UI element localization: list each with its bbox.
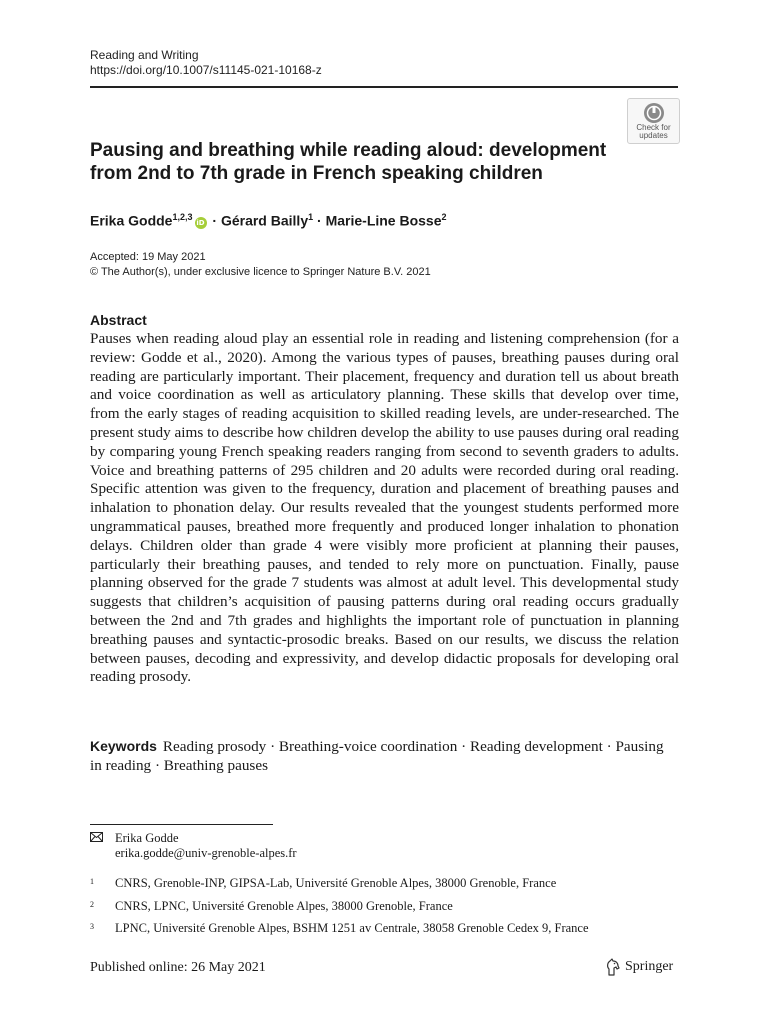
keywords-heading: Keywords xyxy=(90,738,157,754)
author-affiliation-ref: 1 xyxy=(308,212,314,222)
author-name[interactable]: Erika Godde xyxy=(90,212,173,229)
journal-header xyxy=(90,48,322,78)
badge-line2: updates xyxy=(639,131,668,140)
article-title: Pausing and breathing while reading aloud: development from 2nd to 7th grade in French speaking children xyxy=(90,140,607,184)
correspondence-email[interactable]: erika.godde@univ-grenoble-alpes.fr xyxy=(115,846,297,860)
keywords-text: Reading prosody · Breathing-voice coordination · Reading development · Pausing in reading · Breathing pauses xyxy=(90,738,664,774)
author-name[interactable]: Gérard Bailly xyxy=(220,212,309,229)
check-for-updates-icon xyxy=(643,102,665,124)
affiliation-number: 2 xyxy=(90,900,94,909)
keywords-section xyxy=(90,737,679,775)
affiliation-text: LPNC, Université Grenoble Alpes, BSHM 1251 av Centrale, 38058 Grenoble Cedex 9, France xyxy=(115,921,589,935)
abstract-text: Pauses when reading aloud play an essential role in reading and listening comprehension (for a review: Godde et al., 2020). Among the various types of pauses, breathing pauses during oral reading are particularly important. Their placement, frequency and duration tell us about breath and voice coordination as well as articulatory planning. These skills that develop over time, from the early stages of reading acquisition to skilled reading levels, are under-researched. The present study aims to describe how children develop the ability to use pauses during oral reading by comparing young French speaking readers ranging from second to seventh graders to adults. Voice and breathing patterns of 295 children and 20 adults were recorded during oral reading. Specific attention was given to the frequency, duration and placement of breathing pauses and inhalation to phonation delay. Our results revealed that the youngest students performed more ungrammatical pauses, breathed more frequently and produced longer inhalation to phonation delays. Children older than grade 4 were visibly more proficient at planning their pauses, particularly their breathing pauses, and tended to rely more on punctuation. Finally, pause planning observed for the grade 7 students was almost at adult level. This developmental study suggests that children’s acquisition of pausing patterns during oral reading occurs gradually between the 2nd and 7th grades and highlights the important role of punctuation in planning breathing pauses and syntactic-prosodic breaks. Based on our results, we discuss the relation between pauses, decoding and expressivity, and develop didactic proposals for developing oral reading prosody. xyxy=(90,330,679,686)
doi-link[interactable]: https://doi.org/10.1007/s11145-021-10168-z xyxy=(90,63,322,77)
author-list xyxy=(90,208,447,230)
affiliation-number: 3 xyxy=(90,922,94,931)
abstract-heading: Abstract xyxy=(90,312,147,328)
author-separator: · xyxy=(313,212,326,229)
published-date: Published online: 26 May 2021 xyxy=(90,960,266,975)
author-name[interactable]: Marie-Line Bosse xyxy=(325,212,442,229)
article-dates xyxy=(90,250,431,280)
check-for-updates-badge[interactable] xyxy=(627,98,680,144)
author-affiliation-ref: 1,2,3 xyxy=(172,212,193,222)
accepted-date: Accepted: 19 May 2021 xyxy=(90,251,206,263)
author-affiliation-ref: 2 xyxy=(441,212,447,222)
copyright-line: © The Author(s), under exclusive licence to Springer Nature B.V. 2021 xyxy=(90,266,431,278)
publisher-logo[interactable] xyxy=(605,958,673,976)
correspondence-name: Erika Godde xyxy=(115,831,179,845)
affiliation-text: CNRS, LPNC, Université Grenoble Alpes, 38000 Grenoble, France xyxy=(115,899,453,913)
footnote-rule xyxy=(90,824,273,825)
header-rule xyxy=(90,86,678,88)
springer-horse-icon xyxy=(605,958,621,976)
badge-line1: Check for xyxy=(636,123,671,132)
envelope-icon xyxy=(90,832,103,842)
publisher-name: Springer xyxy=(625,959,674,974)
affiliation-number: 1 xyxy=(90,877,94,886)
affiliation-text: CNRS, Grenoble-INP, GIPSA-Lab, Université Grenoble Alpes, 38000 Grenoble, France xyxy=(115,876,557,890)
orcid-icon[interactable]: iD xyxy=(196,218,205,227)
author-separator: · xyxy=(208,212,221,229)
journal-name: Reading and Writing xyxy=(90,48,199,62)
